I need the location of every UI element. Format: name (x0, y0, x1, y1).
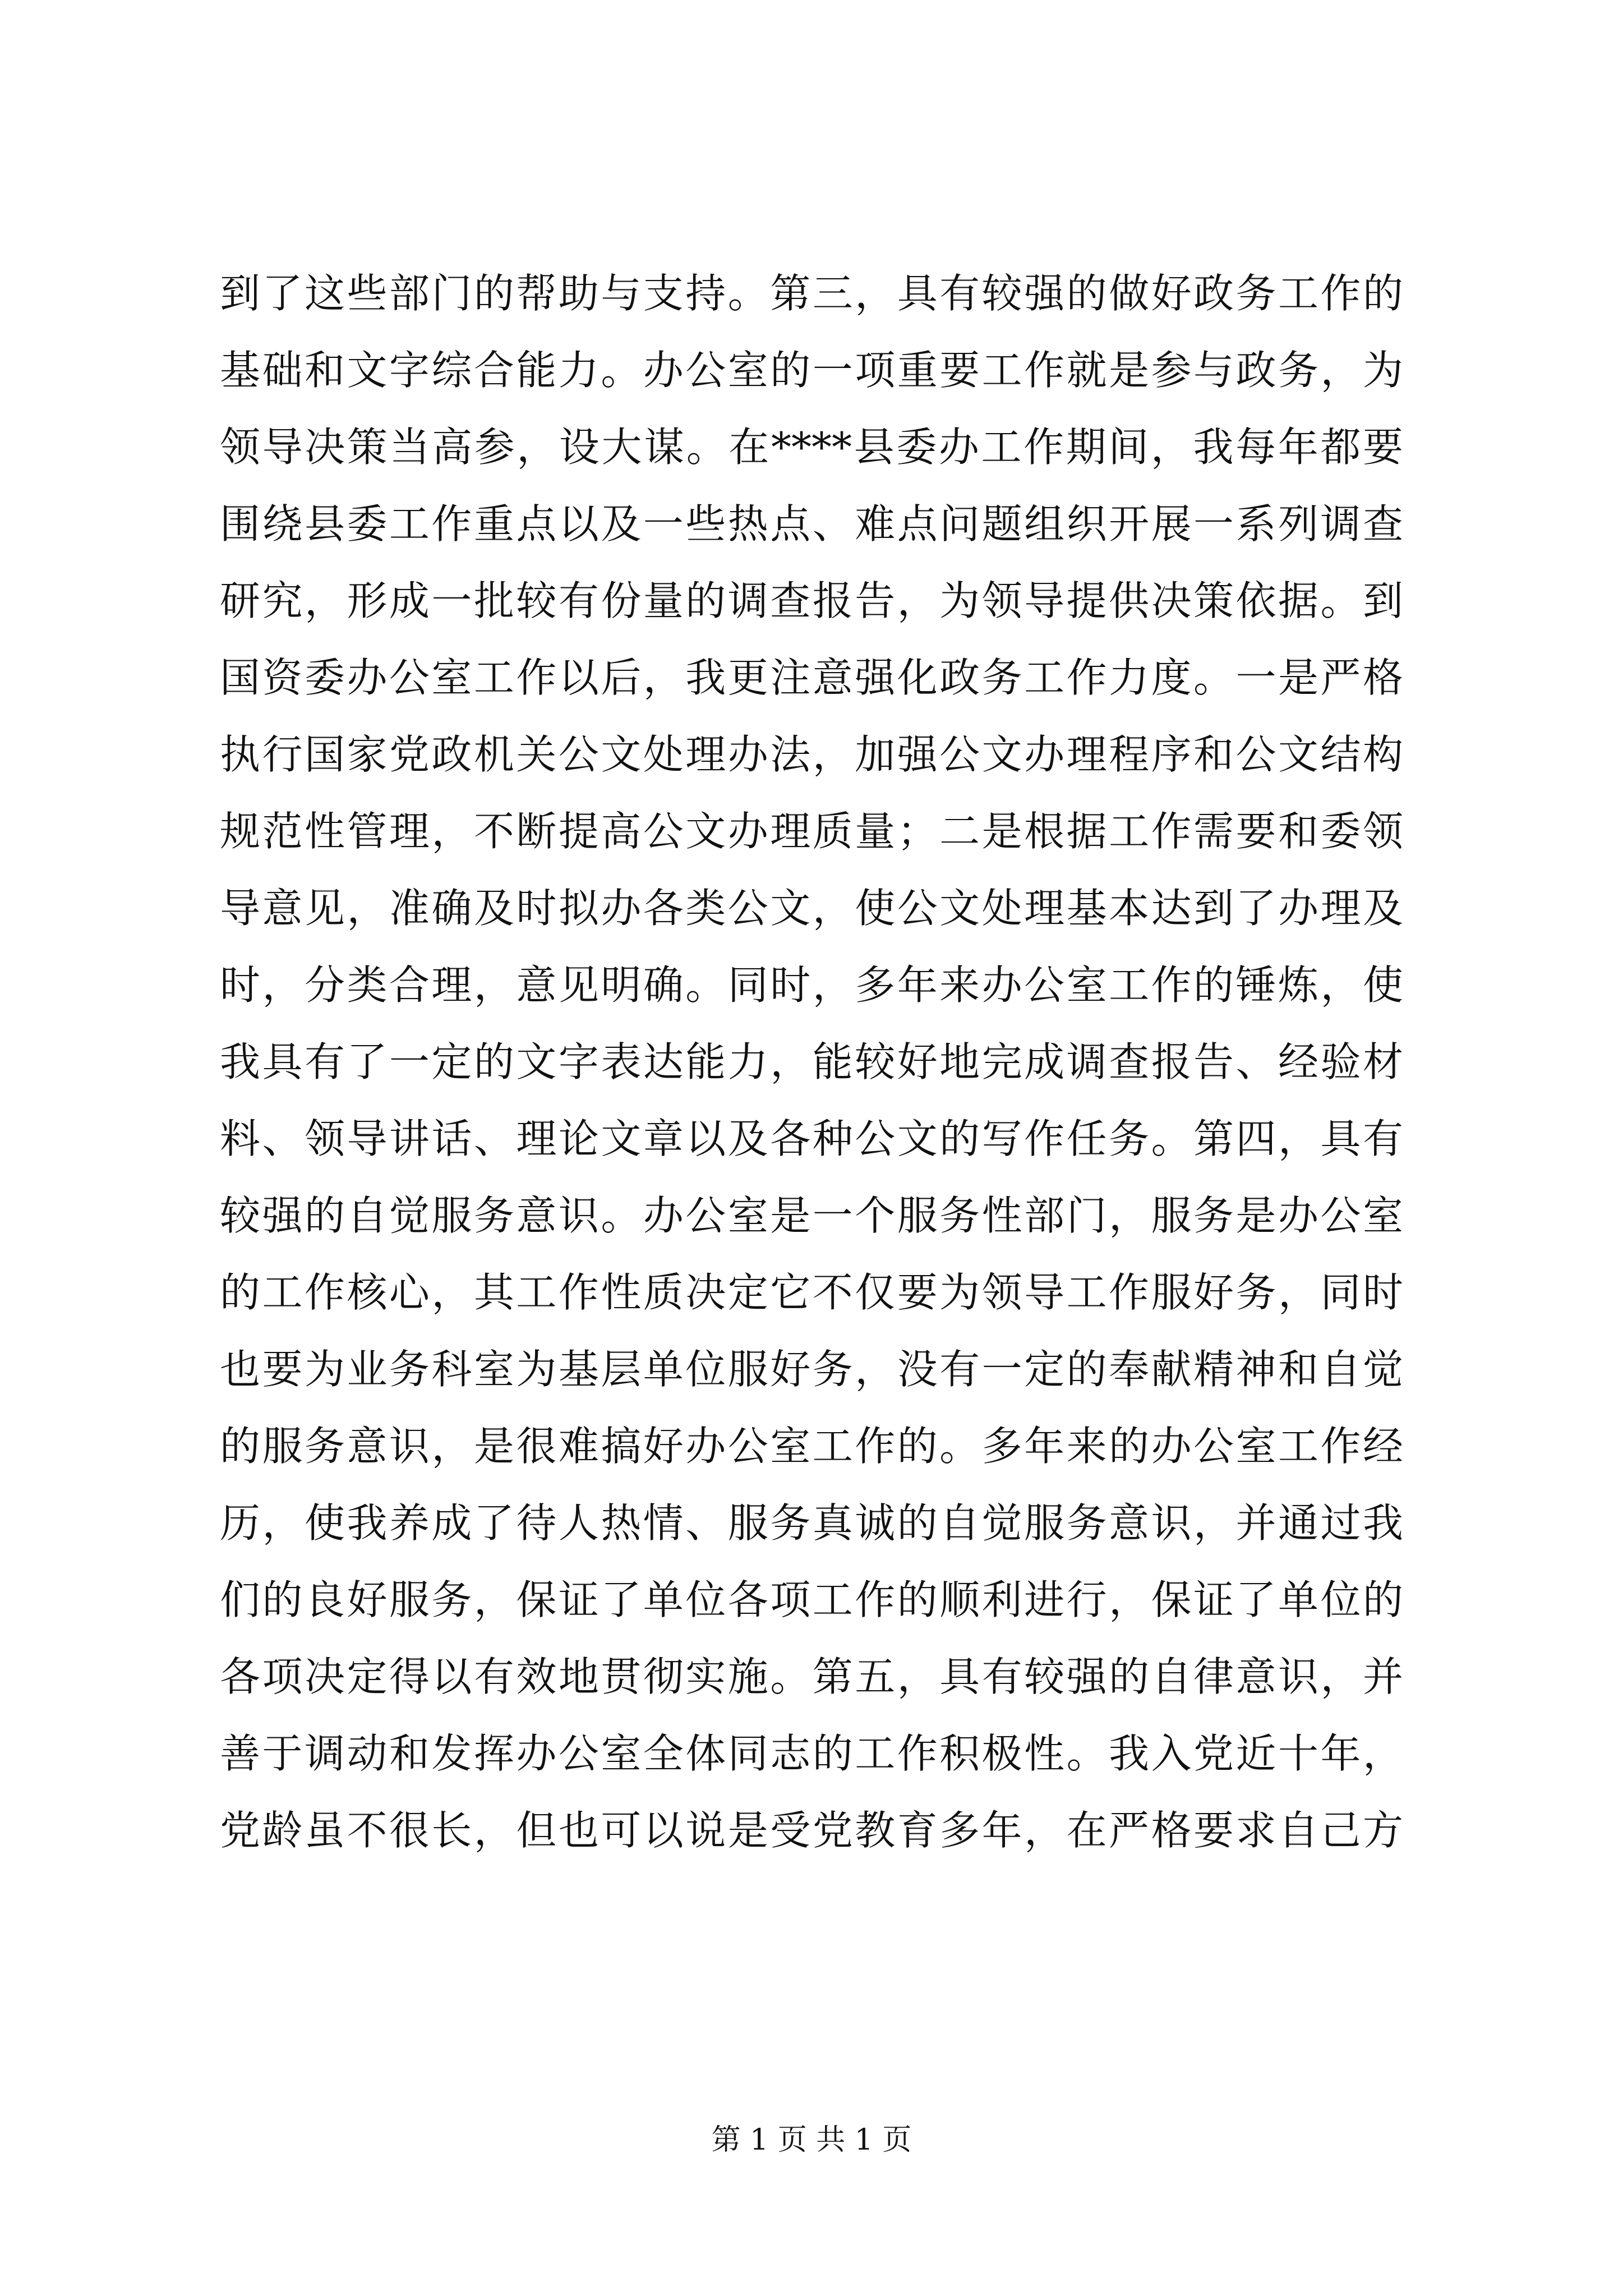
text-line: 党龄虽不很长，但也可以说是受党教育多年，在严格要求自己方 (220, 1807, 1403, 1854)
text-line: 执行国家党政机关公文处理办法，加强公文办理程序和公文结构 (220, 731, 1403, 778)
text-line: 各项决定得以有效地贯彻实施。第五，具有较强的自律意识，并 (220, 1653, 1403, 1700)
page-footer: 第 1 页 共 1 页 (711, 2123, 912, 2157)
text-line: 围绕县委工作重点以及一些热点、难点问题组织开展一系列调查 (220, 500, 1403, 547)
text-line: 到了这些部门的帮助与支持。第三，具有较强的做好政务工作的 (220, 270, 1403, 317)
text-line: 们的良好服务，保证了单位各项工作的顺利进行，保证了单位的 (220, 1576, 1403, 1623)
text-line: 时，分类合理，意见明确。同时，多年来办公室工作的锤炼，使 (220, 961, 1403, 1009)
text-line: 料、领导讲话、理论文章以及各种公文的写作任务。第四，具有 (220, 1115, 1403, 1162)
text-line: 也要为业务科室为基层单位服好务，没有一定的奉献精神和自觉 (220, 1346, 1403, 1393)
text-line: 导意见，准确及时拟办各类公文，使公文处理基本达到了办理及 (220, 885, 1403, 932)
text-line: 历，使我养成了待人热情、服务真诚的自觉服务意识，并通过我 (220, 1499, 1403, 1547)
text-line: 国资委办公室工作以后，我更注意强化政务工作力度。一是严格 (220, 654, 1403, 701)
text-line: 研究，形成一批较有份量的调查报告，为领导提供决策依据。到 (220, 577, 1403, 624)
text-line: 我具有了一定的文字表达能力，能较好地完成调查报告、经验材 (220, 1038, 1403, 1085)
text-line: 较强的自觉服务意识。办公室是一个服务性部门，服务是办公室 (220, 1192, 1403, 1239)
text-line: 的工作核心，其工作性质决定它不仅要为领导工作服好务，同时 (220, 1269, 1403, 1316)
text-line: 的服务意识，是很难搞好办公室工作的。多年来的办公室工作经 (220, 1423, 1403, 1470)
text-line: 基础和文字综合能力。办公室的一项重要工作就是参与政务，为 (220, 347, 1403, 394)
text-line: 善于调动和发挥办公室全体同志的工作积极性。我入党近十年， (220, 1730, 1403, 1777)
text-line: 规范性管理，不断提高公文办理质量；二是根据工作需要和委领 (220, 808, 1403, 855)
text-line: 领导决策当高参，设大谋。在****县委办工作期间，我每年都要 (220, 424, 1403, 471)
body-text (220, 255, 1403, 1869)
